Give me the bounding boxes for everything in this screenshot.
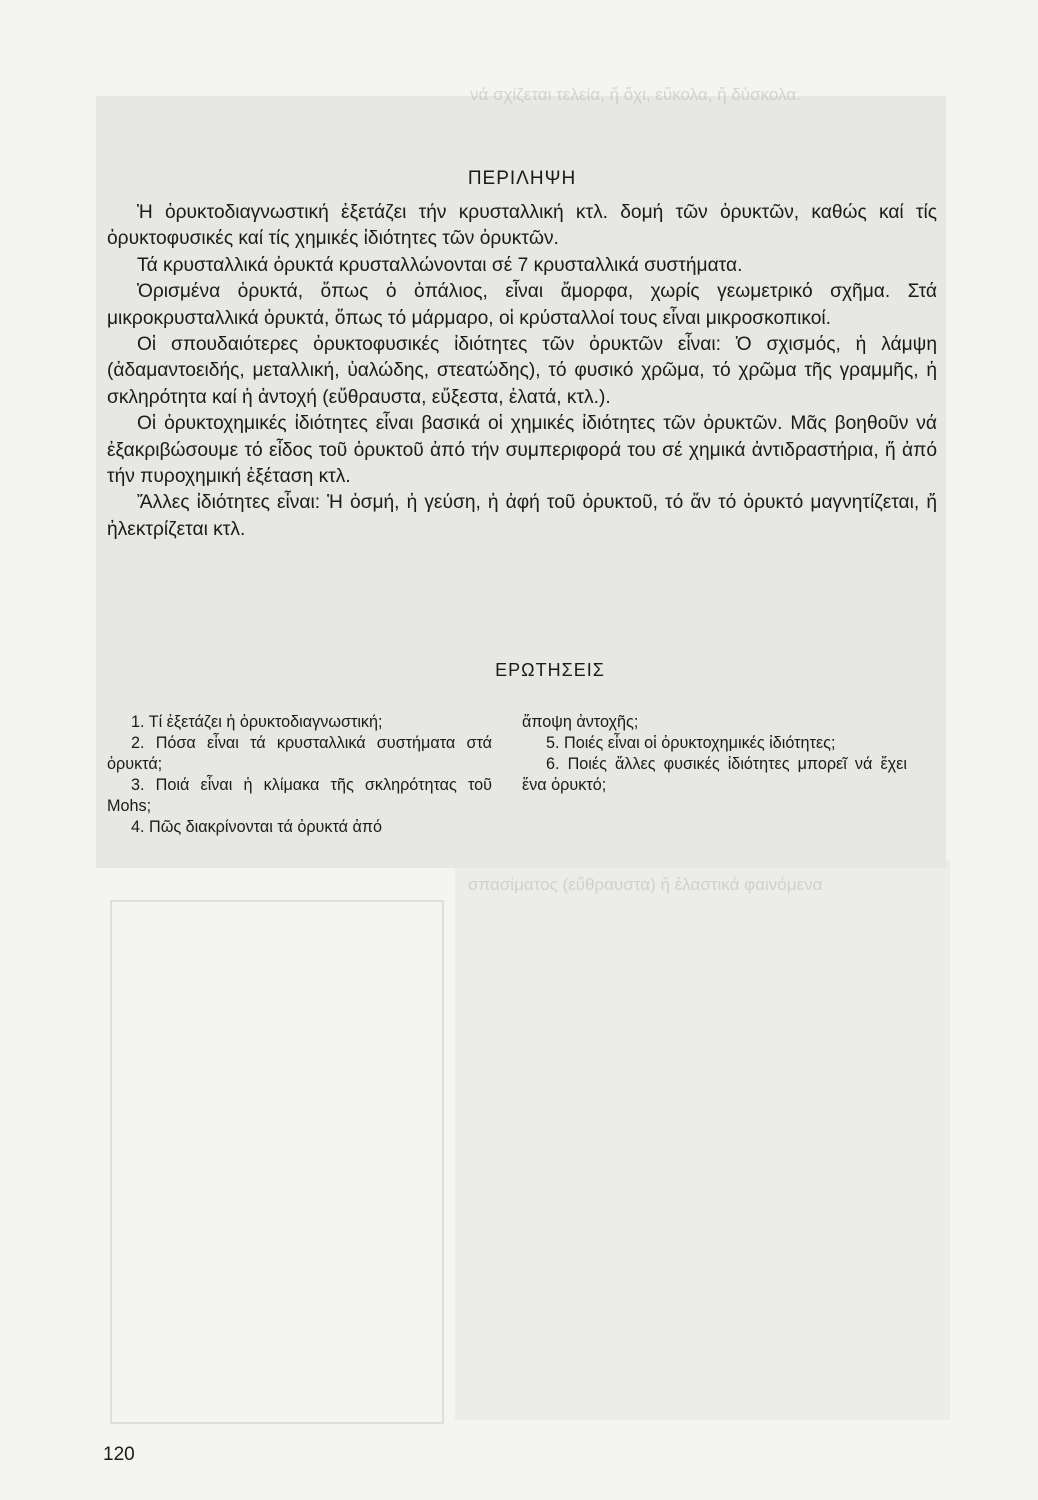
question-item: 2. Πόσα εἶναι τά κρυσταλλικά συστήματα στά ὀρυκτά; [107,734,492,773]
summary-section [107,168,937,543]
question-item: 5. Ποιές εἶναι οἱ ὀρυκτοχημικές ἰδιότητες; [546,734,836,752]
question-item: 4. Πῶς διακρίνονται τά ὀρυκτά ἀπό [131,818,383,836]
summary-paragraph: Ἡ ὀρυκτοδιαγνωστική ἐξετάζει τήν κρυσταλλική κτλ. δομή τῶν ὀρυκτῶν, καθώς καί τίς ὀρυκτοφυσικές καί τίς χημικές ἰδιότητες τῶν ὀρυκτῶν. [107,202,937,250]
page-number: 120 [103,1444,135,1465]
summary-paragraph: Ἄλλες ἰδιότητες εἶναι: Ἡ ὀσμή, ἡ γεύση, ἡ ἀφή τοῦ ὀρυκτοῦ, τό ἄν τό ὀρυκτό μαγνητίζεται, ἤ ἠλεκτρίζεται κτλ. [107,492,937,540]
questions-title: ΕΡΩΤΗΣΕΙΣ [495,660,605,680]
bleed-through-figure [110,900,444,1424]
summary-body [107,200,937,543]
summary-paragraph: Ὁρισμένα ὀρυκτά, ὅπως ὁ ὀπάλιος, εἶναι ἄμορφα, χωρίς γεωμετρικό σχῆμα. Στά μικροκρυσταλλικά ὀρυκτά, ὅπως τό μάρμαρο, οἱ κρύσταλλοί τους εἶναι μικροσκοπικοί. [107,281,937,329]
background-print-panel-lower [455,860,950,1420]
summary-title: ΠΕΡΙΛΗΨΗ [467,168,577,189]
question-item: 1. Τί ἐξετάζει ἡ ὀρυκτοδιαγνωστική; [131,713,383,731]
bleed-through-text-top: νά σχίζεται τελεία, ἤ ὄχι, εὔκολα, ἤ δύσκολα. [470,85,801,104]
question-item-continuation: ἄποψη ἀντοχῆς; [522,713,639,731]
question-item: 6. Ποιές ἄλλες φυσικές ἰδιότητες μπορεῖ νά ἔχει ἕνα ὀρυκτό; [522,755,907,794]
questions-section [107,712,907,838]
summary-paragraph: Οἱ ὀρυκτοχημικές ἰδιότητες εἶναι βασικά οἱ χημικές ἰδιότητες τῶν ὀρυκτῶν. Μᾶς βοηθοῦν νά ἐξακριβώσουμε τό εἶδος τοῦ ὀρυκτοῦ ἀπό τήν συμπεριφορά του σέ χημικά ἀντιδραστήρια, ἤ ἀπό τήν πυροχημική ἐξέταση κτλ. [107,413,937,488]
questions-right-column [522,712,907,838]
bleed-through-text-bottom: σπασίματος (εὔθραυστα) ἤ ἐλαστικά φαινόμενα [468,875,823,894]
question-item: 3. Ποιά εἶναι ἡ κλίμακα τῆς σκληρότητας τοῦ Mohs; [107,776,492,815]
summary-paragraph: Οἱ σπουδαιότερες ὀρυκτοφυσικές ἰδιότητες τῶν ὀρυκτῶν εἶναι: Ὁ σχισμός, ἡ λάμψη (ἀδαμαντοειδής, μεταλλική, ὑαλώδης, στεατώδης), τό φυσικό χρῶμα, τό χρῶμα τῆς γραμμῆς, ἡ σκληρότητα καί ἡ ἀντοχή (εὔθραυστα, εὔξεστα, ἐλατά, κτλ.). [107,334,937,408]
questions-left-column [107,712,492,838]
summary-paragraph: Τά κρυσταλλικά ὀρυκτά κρυσταλλώνονται σέ 7 κρυσταλλικά συστήματα. [137,254,743,276]
